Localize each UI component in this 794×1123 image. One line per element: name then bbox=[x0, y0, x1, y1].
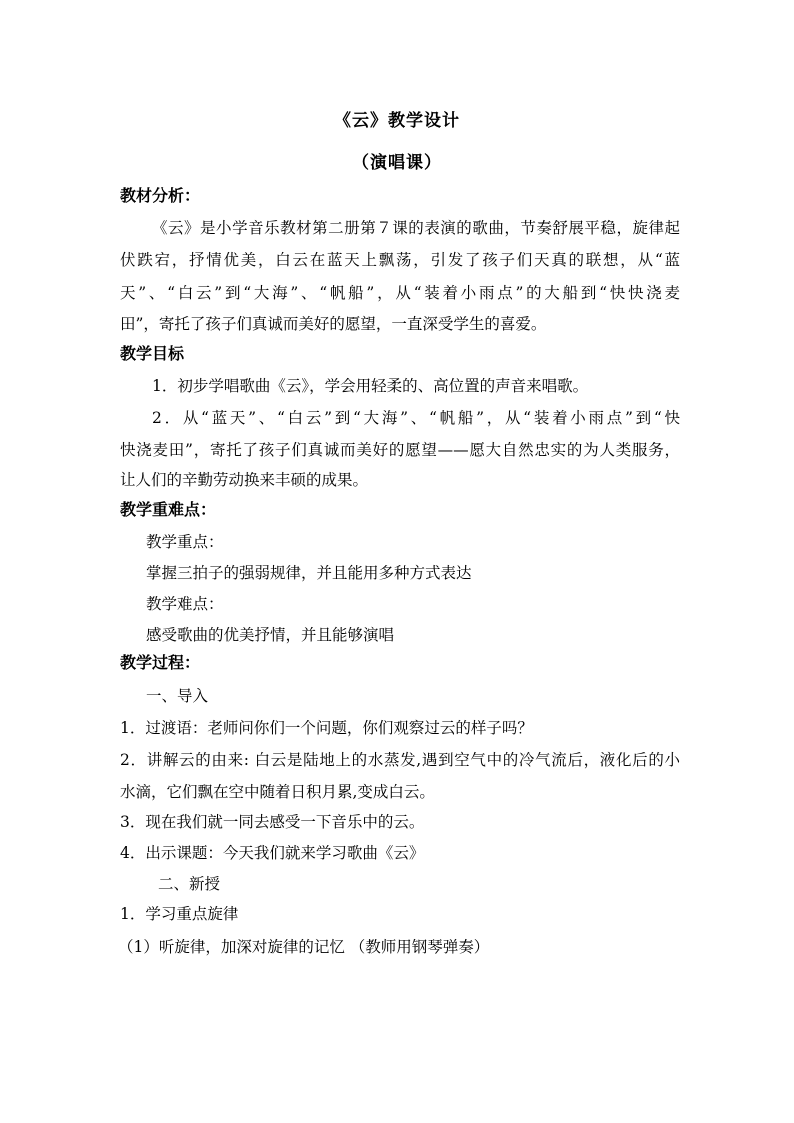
list-item: 1．过渡语：老师问你们一个问题，你们观察过云的样子吗？ bbox=[120, 719, 533, 737]
list-item: 2．讲解云的由来: 白云是陆地上的水蒸发,遇到空气中的冷气流后，液化后的小 bbox=[120, 751, 680, 769]
paragraph-line: 《云》是小学音乐教材第二册第７课的表演的歌曲，节奏舒展平稳，旋律起 bbox=[152, 219, 680, 237]
document-subtitle: （演唱课） bbox=[352, 153, 442, 173]
list-item: 4．出示课题：今天我们就来学习歌曲《云》 bbox=[120, 844, 425, 862]
list-item: 1．初步学唱歌曲《云》，学会用轻柔的、高位置的声音来唱歌。 bbox=[152, 377, 589, 395]
paragraph-line: 天”、“白云”到“大海”、“帆船”，从“装着小雨点”的大船到“快快浇麦 bbox=[120, 284, 680, 302]
paragraph-line: 田”，寄托了孩子们真诚而美好的愿望，一直深受学生的喜爱。 bbox=[120, 315, 547, 333]
paragraph-line: 让人们的辛勤劳动换来丰硕的成果。 bbox=[120, 471, 369, 489]
section-heading-analysis: 教材分析： bbox=[120, 186, 201, 205]
section-heading-keypoints: 教学重难点： bbox=[120, 500, 217, 519]
subsection-heading: 二、新授 bbox=[158, 875, 221, 893]
paragraph-line: 感受歌曲的优美抒情，并且能够演唱 bbox=[146, 626, 395, 644]
paragraph-line: 伏跌宕，抒情优美，白云在蓝天上飘荡，引发了孩子们天真的联想，从“蓝 bbox=[120, 251, 680, 269]
paragraph-line: 快浇麦田”，寄托了孩子们真诚而美好的愿望——愿大自然忠实的为人类服务， bbox=[120, 441, 680, 459]
list-item: 2．从“蓝天”、“白云”到“大海”、“帆船”，从“装着小雨点”到“快 bbox=[152, 409, 680, 427]
paragraph-line: 水滴，它们飘在空中随着日积月累,变成白云。 bbox=[120, 783, 435, 801]
subheading-key: 教学重点： bbox=[146, 533, 224, 551]
section-heading-process: 教学过程： bbox=[120, 653, 201, 672]
paragraph-line: 掌握三拍子的强弱规律，并且能用多种方式表达 bbox=[146, 564, 472, 582]
document-title: 《云》教学设计 bbox=[334, 111, 460, 131]
subsection-heading: 一、导入 bbox=[146, 687, 209, 705]
list-item: 1．学习重点旋律 bbox=[120, 905, 239, 923]
section-heading-goals: 教学目标 bbox=[120, 344, 185, 363]
list-item: 3．现在我们就一同去感受一下音乐中的云。 bbox=[120, 813, 425, 831]
list-item: （1）听旋律，加深对旋律的记忆 （教师用钢琴弹奏） bbox=[118, 938, 490, 956]
subheading-difficulty: 教学难点： bbox=[146, 595, 224, 613]
